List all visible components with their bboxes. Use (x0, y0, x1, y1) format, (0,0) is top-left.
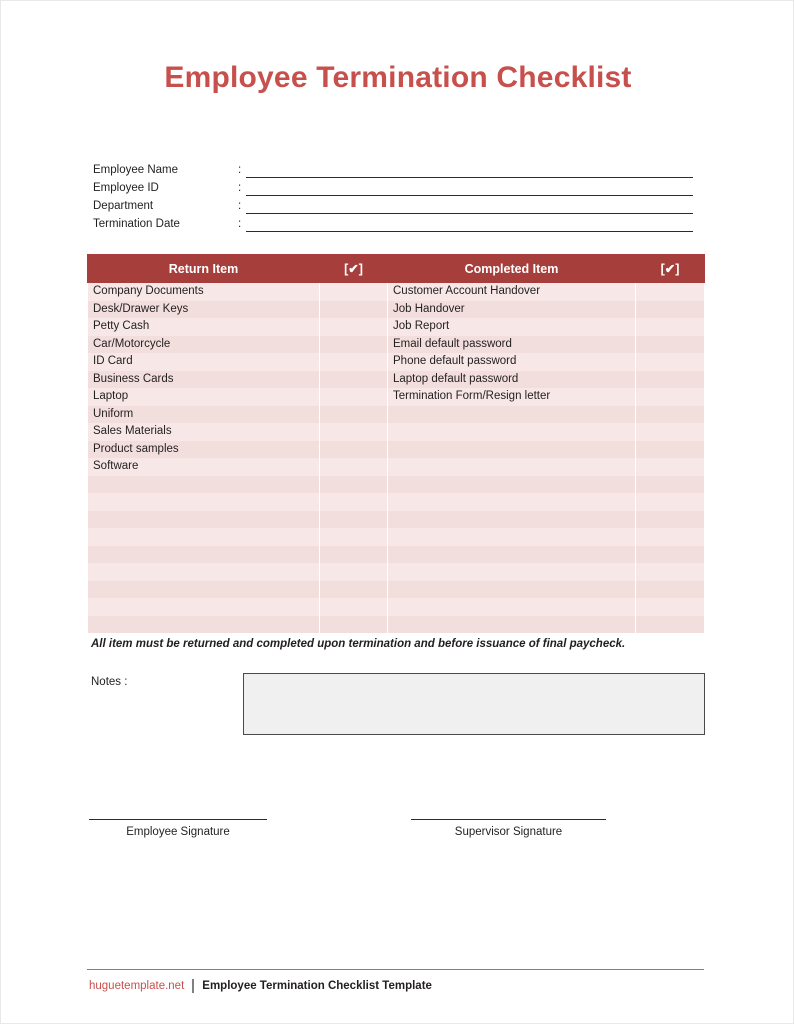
cell-completed-check[interactable] (636, 511, 705, 529)
cell-completed-item (388, 458, 636, 476)
cell-return-item: Sales Materials (88, 423, 320, 441)
notes-input[interactable] (243, 673, 705, 735)
table-row (88, 528, 705, 546)
table-row (88, 283, 705, 301)
supervisor-signature-label: Supervisor Signature (454, 826, 563, 838)
table-row (88, 441, 705, 459)
cell-return-item (88, 476, 320, 494)
cell-return-item: Company Documents (88, 283, 320, 301)
header-return-check: [✔] (320, 255, 388, 283)
cell-completed-item: Laptop default password (388, 371, 636, 389)
footer-template-name: Employee Termination Checklist Template (202, 980, 432, 992)
cell-completed-check[interactable] (636, 476, 705, 494)
cell-completed-check[interactable] (636, 581, 705, 599)
cell-return-item (88, 528, 320, 546)
cell-return-check[interactable] (320, 318, 388, 336)
table-row (88, 353, 705, 371)
footer-brand-link[interactable]: huguetemplate.net (89, 980, 185, 992)
termination-date-field[interactable] (246, 218, 693, 232)
cell-return-item: Laptop (88, 388, 320, 406)
cell-return-item (88, 493, 320, 511)
cell-return-check[interactable] (320, 616, 388, 634)
cell-return-check[interactable] (320, 546, 388, 564)
header-completed-check: [✔] (636, 255, 705, 283)
cell-return-item: Uniform (88, 406, 320, 424)
supervisor-signature-line[interactable] (411, 819, 606, 820)
info-row-employee-id (93, 179, 693, 196)
cell-completed-item: Job Handover (388, 301, 636, 319)
table-row (88, 318, 705, 336)
termination-note: All item must be returned and completed upon termination and before issuance of final paycheck. (91, 638, 626, 650)
cell-completed-check[interactable] (636, 301, 705, 319)
table-row (88, 458, 705, 476)
table-row (88, 371, 705, 389)
employee-signature-line[interactable] (89, 819, 267, 820)
table-row (88, 406, 705, 424)
cell-completed-item (388, 563, 636, 581)
cell-completed-check[interactable] (636, 441, 705, 459)
cell-completed-check[interactable] (636, 406, 705, 424)
supervisor-signature-block (411, 819, 606, 838)
cell-return-item (88, 511, 320, 529)
table-row (88, 616, 705, 634)
cell-return-item: ID Card (88, 353, 320, 371)
employee-info-block (93, 161, 693, 233)
cell-completed-item: Email default password (388, 336, 636, 354)
cell-return-item (88, 598, 320, 616)
department-separator: : (238, 200, 242, 212)
cell-return-check[interactable] (320, 598, 388, 616)
info-row-employee-name (93, 161, 693, 178)
employee-id-label: Employee ID (93, 182, 159, 194)
cell-return-item: Product samples (88, 441, 320, 459)
info-row-department (93, 197, 693, 214)
employee-signature-block (89, 819, 267, 838)
cell-return-item (88, 563, 320, 581)
table-row (88, 476, 705, 494)
table-row (88, 563, 705, 581)
cell-return-check[interactable] (320, 493, 388, 511)
table-row (88, 493, 705, 511)
cell-completed-item (388, 581, 636, 599)
table-header-row (88, 255, 705, 283)
cell-return-item: Software (88, 458, 320, 476)
cell-return-check[interactable] (320, 371, 388, 389)
notes-label: Notes : (91, 676, 128, 688)
cell-completed-check[interactable] (636, 546, 705, 564)
cell-return-check[interactable] (320, 441, 388, 459)
cell-completed-item (388, 616, 636, 634)
cell-completed-check[interactable] (636, 458, 705, 476)
employee-name-label: Employee Name (93, 164, 179, 176)
cell-completed-check[interactable] (636, 563, 705, 581)
cell-return-check[interactable] (320, 528, 388, 546)
cell-return-check[interactable] (320, 283, 388, 301)
cell-completed-item (388, 528, 636, 546)
cell-return-check[interactable] (320, 476, 388, 494)
table-row (88, 301, 705, 319)
department-label: Department (93, 200, 154, 212)
cell-completed-item: Customer Account Handover (388, 283, 636, 301)
cell-return-item: Desk/Drawer Keys (88, 301, 320, 319)
cell-completed-check[interactable] (636, 388, 705, 406)
footer (89, 979, 432, 993)
table-row (88, 598, 705, 616)
header-return-item: Return Item (88, 255, 320, 283)
cell-completed-item: Termination Form/Resign letter (388, 388, 636, 406)
cell-return-check[interactable] (320, 423, 388, 441)
info-row-termination-date (93, 215, 693, 232)
cell-completed-check[interactable] (636, 493, 705, 511)
employee-name-field[interactable] (246, 164, 693, 178)
cell-completed-item (388, 423, 636, 441)
cell-completed-item (388, 441, 636, 459)
cell-return-item (88, 581, 320, 599)
checklist-table-head (88, 255, 705, 283)
table-row (88, 511, 705, 529)
cell-return-check[interactable] (320, 336, 388, 354)
employee-name-separator: : (238, 164, 242, 176)
termination-date-separator: : (238, 218, 242, 230)
cell-completed-check[interactable] (636, 423, 705, 441)
page-title: Employee Termination Checklist (164, 61, 632, 94)
termination-date-label: Termination Date (93, 218, 180, 230)
footer-divider-rule (87, 969, 704, 970)
cell-completed-check[interactable] (636, 371, 705, 389)
cell-completed-item: Phone default password (388, 353, 636, 371)
cell-return-check[interactable] (320, 458, 388, 476)
checklist-table-body (88, 283, 705, 634)
cell-completed-check[interactable] (636, 528, 705, 546)
cell-completed-item (388, 493, 636, 511)
cell-completed-check[interactable] (636, 598, 705, 616)
cell-return-check[interactable] (320, 353, 388, 371)
table-row (88, 581, 705, 599)
checklist-table (87, 254, 705, 634)
cell-return-check[interactable] (320, 511, 388, 529)
cell-completed-item (388, 598, 636, 616)
cell-completed-item: Job Report (388, 318, 636, 336)
cell-return-check[interactable] (320, 581, 388, 599)
cell-return-check[interactable] (320, 388, 388, 406)
cell-completed-item (388, 511, 636, 529)
cell-completed-check[interactable] (636, 616, 705, 634)
cell-completed-check[interactable] (636, 336, 705, 354)
cell-completed-item (388, 406, 636, 424)
table-row (88, 546, 705, 564)
cell-return-item: Car/Motorcycle (88, 336, 320, 354)
table-row (88, 423, 705, 441)
cell-completed-item (388, 476, 636, 494)
employee-id-field[interactable] (246, 182, 693, 196)
cell-return-check[interactable] (320, 301, 388, 319)
table-row (88, 336, 705, 354)
header-completed-item: Completed Item (388, 255, 636, 283)
cell-return-item (88, 616, 320, 634)
department-field[interactable] (246, 200, 693, 214)
cell-return-check[interactable] (320, 563, 388, 581)
table-row (88, 388, 705, 406)
cell-return-item: Petty Cash (88, 318, 320, 336)
cell-completed-check[interactable] (636, 318, 705, 336)
employee-signature-label: Employee Signature (126, 826, 230, 838)
cell-completed-check[interactable] (636, 353, 705, 371)
cell-return-item (88, 546, 320, 564)
employee-id-separator: : (238, 182, 242, 194)
cell-return-check[interactable] (320, 406, 388, 424)
cell-return-item: Business Cards (88, 371, 320, 389)
cell-completed-check[interactable] (636, 283, 705, 301)
cell-completed-item (388, 546, 636, 564)
